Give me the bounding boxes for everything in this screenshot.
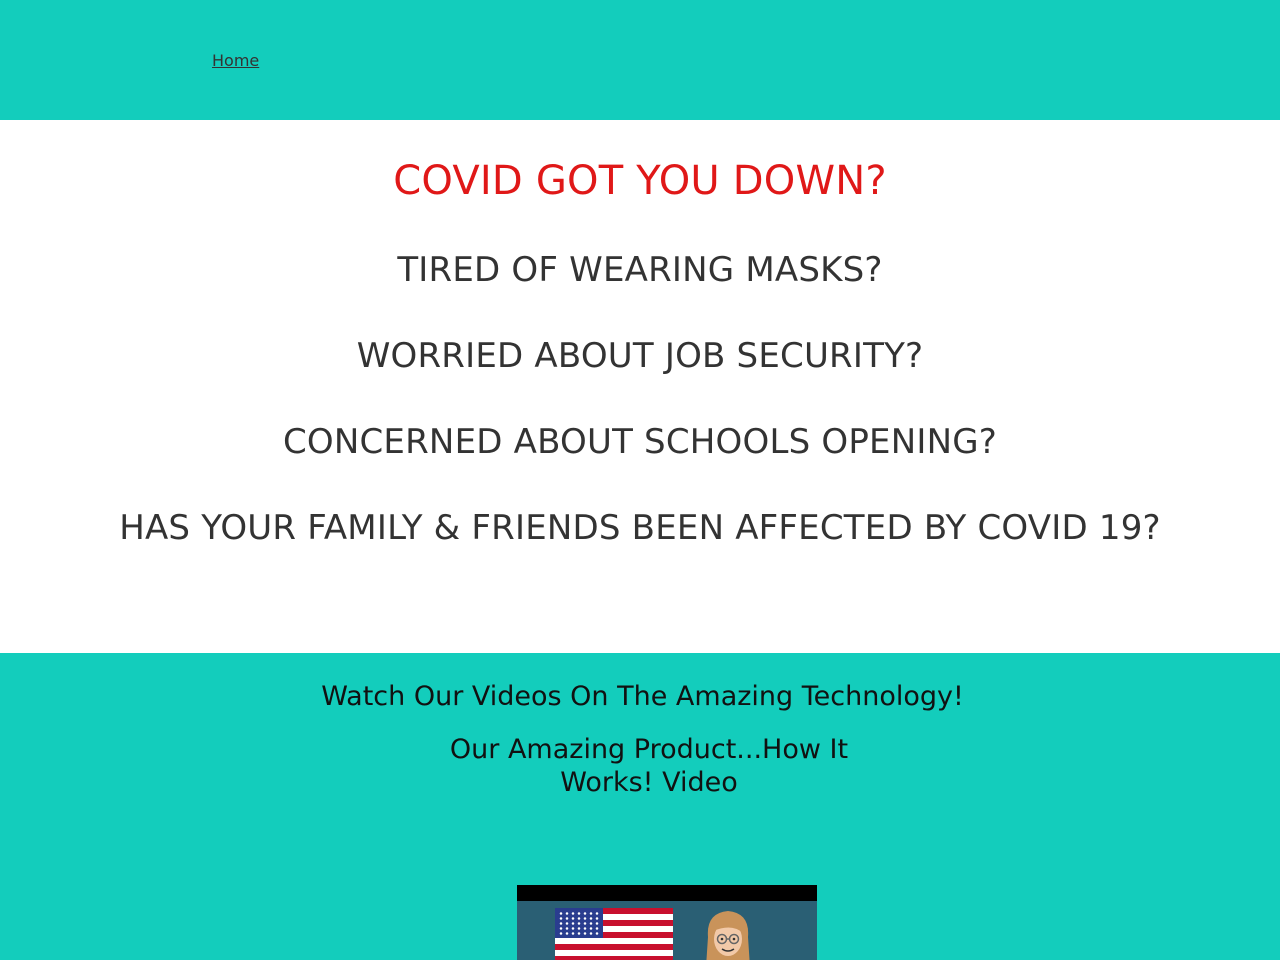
hero-question-masks: TIRED OF WEARING MASKS?: [397, 250, 883, 290]
video-section: [0, 653, 1280, 960]
hero-headline: COVID GOT YOU DOWN?: [393, 158, 887, 204]
video-section-heading: Watch Our Videos On The Amazing Technology!: [321, 681, 964, 712]
cartoon-woman-avatar-icon: [700, 907, 756, 960]
video-thumbnail[interactable]: [517, 885, 817, 960]
nav-home-link[interactable]: Home: [212, 51, 260, 70]
flag-canton: [555, 908, 603, 938]
us-flag-icon: [555, 908, 673, 960]
site-header: [0, 0, 1280, 120]
video-top-bar: [517, 885, 817, 901]
hero-question-family: HAS YOUR FAMILY & FRIENDS BEEN AFFECTED BY COVID 19?: [119, 508, 1161, 548]
hero-question-job: WORRIED ABOUT JOB SECURITY?: [356, 336, 924, 376]
video-title: Our Amazing Product...How It Works! Video: [449, 734, 849, 798]
hero-question-schools: CONCERNED ABOUT SCHOOLS OPENING?: [282, 422, 998, 462]
hero-section: [0, 120, 1280, 653]
